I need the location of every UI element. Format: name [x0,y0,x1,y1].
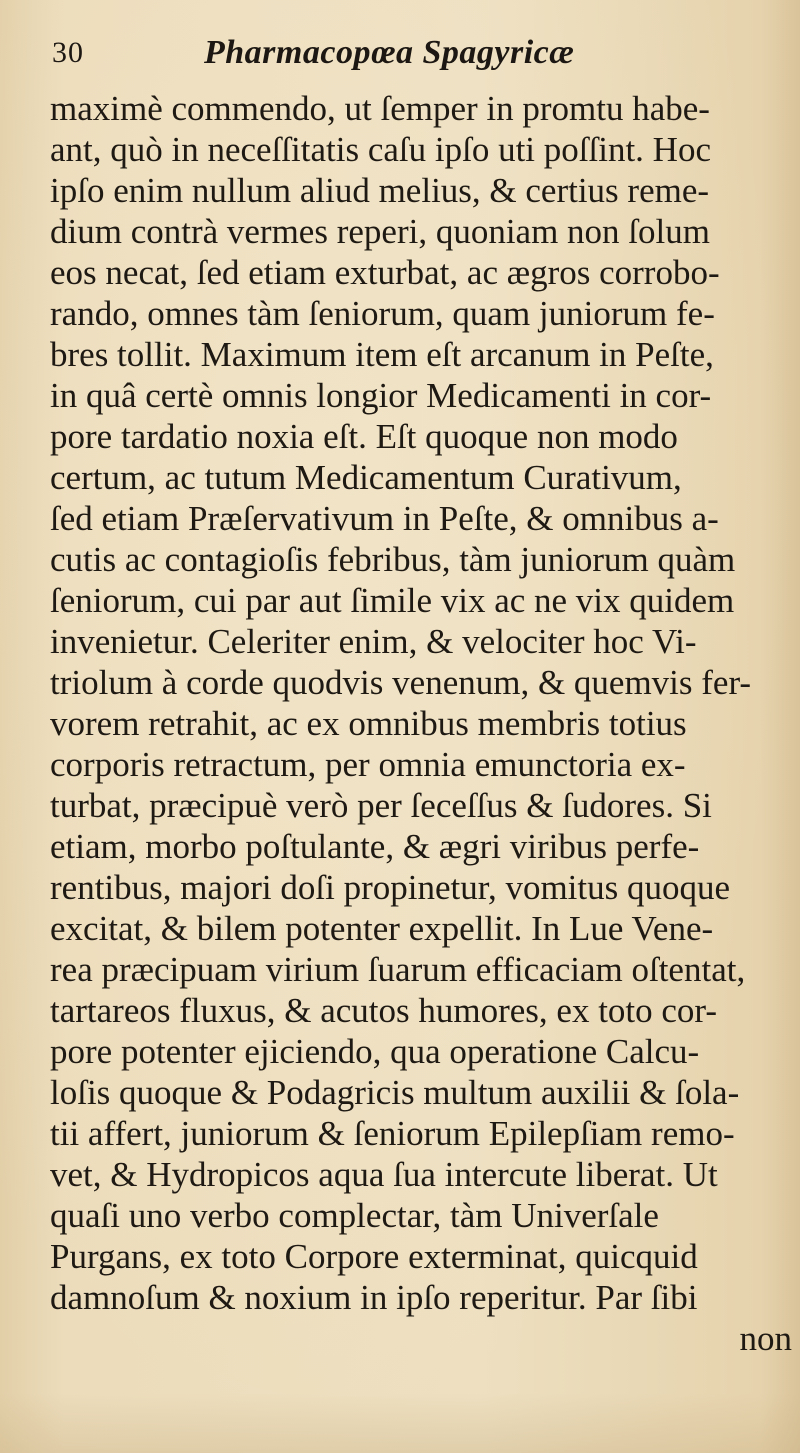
text-line: triolum à corde quodvis venenum, & quemvis fer- [50,663,752,702]
text-line: loſis quoque & Podagricis multum auxilii & ſola- [50,1073,740,1112]
text-line: tii affert, juniorum & ſeniorum Epilepſiam remo- [50,1114,735,1153]
text-line: ſeniorum, cui par aut ſimile vix ac ne vix quidem [50,581,735,620]
text-line: dium contrà vermes reperi, quoniam non ſolum [50,212,710,251]
text-line: corporis retractum, per omnia emunctoria ex- [50,745,686,784]
text-line: etiam, morbo poſtulante, & ægri viribus perfe- [50,827,700,866]
text-line: excitat, & bilem potenter expellit. In Lue Vene- [50,909,714,948]
text-line: invenietur. Celeriter enim, & velociter hoc Vi- [50,622,697,661]
text-line: in quâ certè omnis longior Medicamenti in cor- [50,376,712,415]
text-line: vorem retrahit, ac ex omnibus membris totius [50,704,687,743]
catchword: non [739,1319,792,1358]
text-line: ant, quò in neceſſitatis caſu ipſo uti poſſint. Hoc [50,130,711,169]
text-line: ſed etiam Præſervativum in Peſte, & omnibus a- [50,499,719,538]
text-line: pore potenter ejiciendo, qua operatione Calcu- [50,1032,700,1071]
text-line: Purgans, ex toto Corpore exterminat, quicquid [50,1237,698,1276]
text-line: damnoſum & noxium in ipſo reperitur. Par ſibi [50,1278,698,1317]
text-line: bres tollit. Maximum item eſt arcanum in Peſte, [50,335,714,374]
running-title: Pharmacopœa Spagyricæ [204,34,575,71]
text-line: rea præcipuam virium ſuarum efficaciam oſtentat, [50,950,746,989]
body-text [50,88,790,1359]
page-header [52,30,752,80]
text-line: pore tardatio noxia eſt. Eſt quoque non modo [50,417,678,456]
text-line: certum, ac tutum Medicamentum Curativum, [50,458,682,497]
text-line: cutis ac contagioſis febribus, tàm juniorum quàm [50,540,736,579]
text-line: rentibus, majori doſi propinetur, vomitus quoque [50,868,731,907]
text-line: quaſi uno verbo complectar, tàm Univerſale [50,1196,659,1235]
text-line: vet, & Hydropicos aqua ſua intercute liberat. Ut [50,1155,718,1194]
page-number: 30 [52,36,84,69]
text-line: tartareos fluxus, & acutos humores, ex toto cor- [50,991,718,1030]
text-line: maximè commendo, ut ſemper in promtu habe- [50,89,710,128]
text-line: rando, omnes tàm ſeniorum, quam juniorum fe- [50,294,715,333]
text-line: eos necat, ſed etiam exturbat, ac ægros corrobo- [50,253,720,292]
text-line: ipſo enim nullum aliud melius, & certius reme- [50,171,710,210]
text-line: turbat, præcipuè verò per ſeceſſus & ſudores. Si [50,786,712,825]
